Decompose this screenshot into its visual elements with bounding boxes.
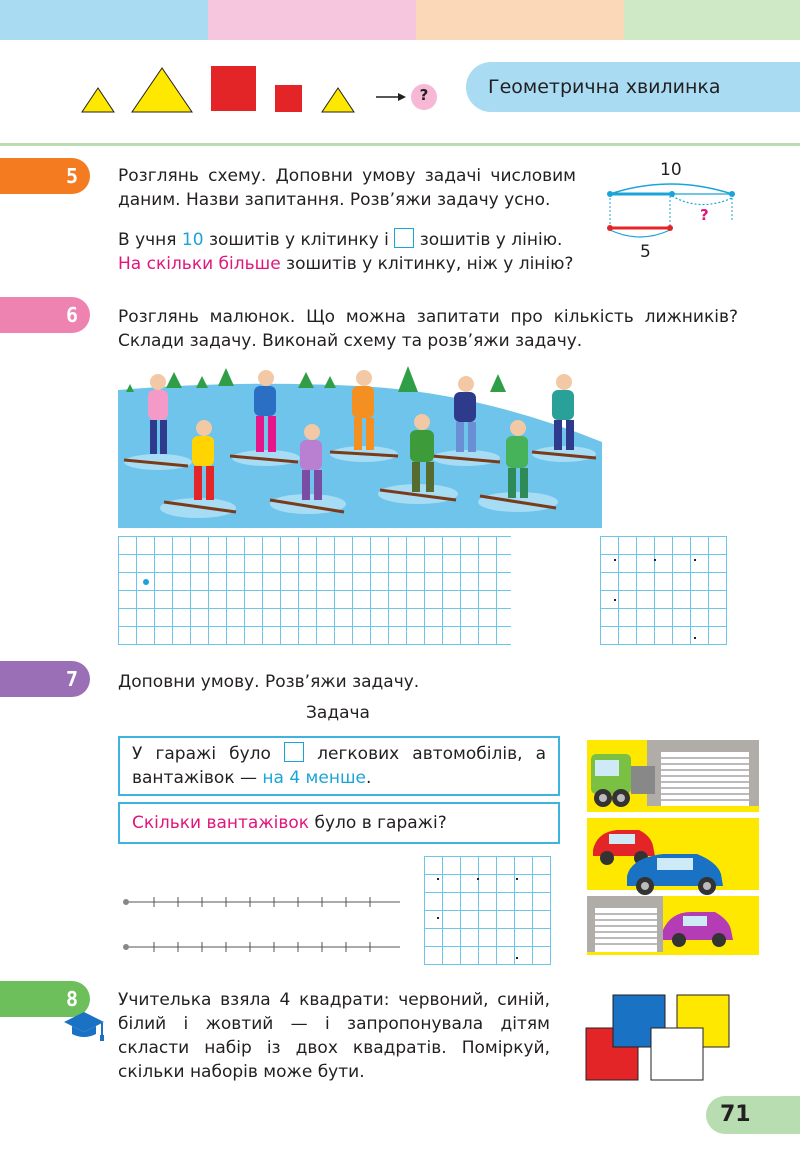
- small-yellow-triangle: [82, 88, 114, 112]
- geometric-sequence: [78, 60, 448, 120]
- scheme-bottom-label: 5: [640, 242, 651, 262]
- blank-input-box[interactable]: [394, 228, 414, 248]
- task-7-number: 7: [65, 667, 78, 691]
- number-10: 10: [181, 230, 204, 250]
- task-5-number: 5: [65, 164, 78, 188]
- condition-highlight: на 4 менше: [262, 768, 366, 788]
- task-7-instructions: Доповни умову. Розв’яжи задачу.: [118, 672, 420, 692]
- number-lines[interactable]: [118, 890, 408, 960]
- task-6-number-tab: [0, 297, 90, 333]
- scheme-top-label: 10: [660, 160, 682, 180]
- garage-illustration: [587, 740, 759, 955]
- question-highlight: На скільки більше: [118, 254, 281, 274]
- header-divider: [0, 143, 800, 146]
- task-7-solution-grid[interactable]: [424, 856, 551, 965]
- task-6-scheme-grid[interactable]: [118, 536, 511, 645]
- task-8-text: Учителька взяла 4 квадрати: червоний, синій, білий і жовтий — і запропонувала дітям скласти набір із двох квадратів. Поміркуй, скільки наборів може бути.: [118, 990, 550, 1082]
- scheme-unknown: ?: [700, 206, 709, 224]
- skiers-illustration: [118, 362, 602, 528]
- grid-start-dot: [143, 579, 149, 585]
- small-yellow-triangle-2: [322, 88, 354, 112]
- task-7-condition: У гаражі було легкових автомобілів, а вантажівок — на 4 менше.: [132, 744, 546, 788]
- task-5-instructions: Розглянь схему. Доповни умову задачі числовим даним. Назви запитання. Розв’яжи задачу усно.: [118, 166, 576, 210]
- task-7-condition-box: [118, 736, 560, 796]
- task-6-solution-grid[interactable]: [600, 536, 727, 645]
- header-band-blue: [0, 0, 208, 40]
- large-yellow-triangle: [132, 68, 192, 112]
- task-7-heading: Задача: [306, 703, 370, 723]
- section-title-pill: [466, 62, 800, 112]
- header-band-peach: [416, 0, 624, 40]
- four-squares-illustration: [585, 994, 735, 1082]
- header-band-green: [624, 0, 800, 40]
- page-number-pill: [706, 1096, 800, 1134]
- page-number: 71: [720, 1102, 751, 1127]
- question-highlight: Скільки вантажівок: [132, 813, 310, 833]
- task-5-number-tab: [0, 158, 90, 194]
- task-7-question: Скільки вантажівок було в гаражі?: [132, 813, 447, 833]
- question-mark: ?: [419, 86, 429, 104]
- section-title: Геометрична хвилинка: [488, 76, 721, 98]
- task-7-question-box: [118, 802, 560, 844]
- small-red-square: [275, 85, 302, 112]
- task-7-number-tab: [0, 661, 90, 697]
- large-red-square: [211, 66, 256, 111]
- graduation-cap-icon: [62, 1010, 106, 1042]
- white-square: [651, 1028, 703, 1080]
- task-8-number: 8: [65, 987, 78, 1011]
- header-band-pink: [208, 0, 416, 40]
- task-6-instructions: Розглянь малюнок. Що можна запитати про кількість лижників? Склади задачу. Виконай схему та розв’яжи задачу.: [118, 307, 738, 351]
- task-6-number: 6: [65, 303, 78, 327]
- task-5-condition: В учня 10 зошитів у клітинку і зошитів у лінію. На скільки більше зошитів у клітинку, ніж у лінію?: [118, 230, 574, 274]
- blank-input-box[interactable]: [284, 742, 304, 762]
